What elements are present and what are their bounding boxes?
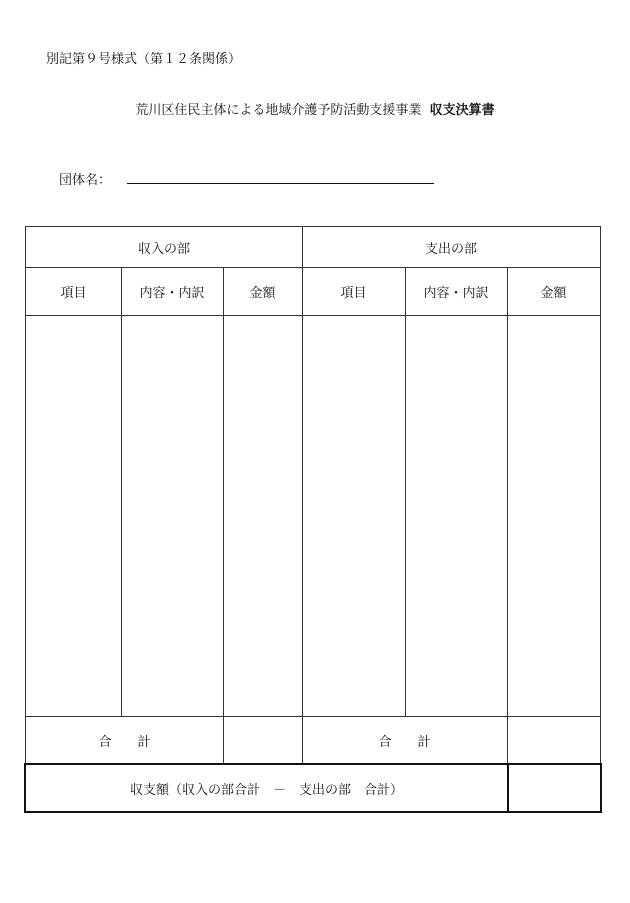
expense-item-header: 項目 [340,286,367,301]
title-main: 荒川区住民主体による地域介護予防活動支援事業 [135,103,422,118]
expense-amount-header: 金額 [540,286,567,301]
organization-name-field[interactable] [127,183,434,184]
expense-detail-header: 内容・内訳 [423,286,489,301]
balance-row [24,763,602,813]
income-amount-cell[interactable] [223,316,302,716]
income-total-amount[interactable] [223,717,302,763]
title-suffix: 収支決算書 [429,103,495,118]
form-number: 別記第９号様式（第１２条関係） [46,52,242,67]
expense-section-header: 支出の部 [424,241,477,257]
expense-col-divider-2 [507,267,508,763]
column-header-divider [26,315,600,316]
header-divider [26,267,600,268]
income-section-header: 収入の部 [137,241,190,257]
income-item-header: 項目 [60,286,87,301]
income-detail-cell[interactable] [121,316,223,716]
totals-divider [26,716,600,717]
section-divider [302,227,303,763]
income-col-divider-1 [121,267,122,716]
expense-total-amount[interactable] [507,717,600,763]
income-col-divider-2 [223,267,224,763]
income-amount-header: 金額 [249,286,276,301]
document-title [0,99,630,118]
income-detail-header: 内容・内訳 [139,286,205,301]
expense-total-label: 合 計 [378,734,431,750]
expense-col-divider-1 [405,267,406,716]
expense-detail-cell[interactable] [405,316,507,716]
income-total-label: 合 計 [98,734,151,750]
income-item-cell[interactable] [26,316,121,716]
expense-amount-cell[interactable] [507,316,600,716]
balance-label: 収支額（収入の部合計 － 支出の部 合計） [129,782,403,798]
organization-label: 団体名： [59,173,112,188]
expense-item-cell[interactable] [302,316,405,716]
balance-amount[interactable] [509,765,600,811]
budget-table [25,226,601,764]
